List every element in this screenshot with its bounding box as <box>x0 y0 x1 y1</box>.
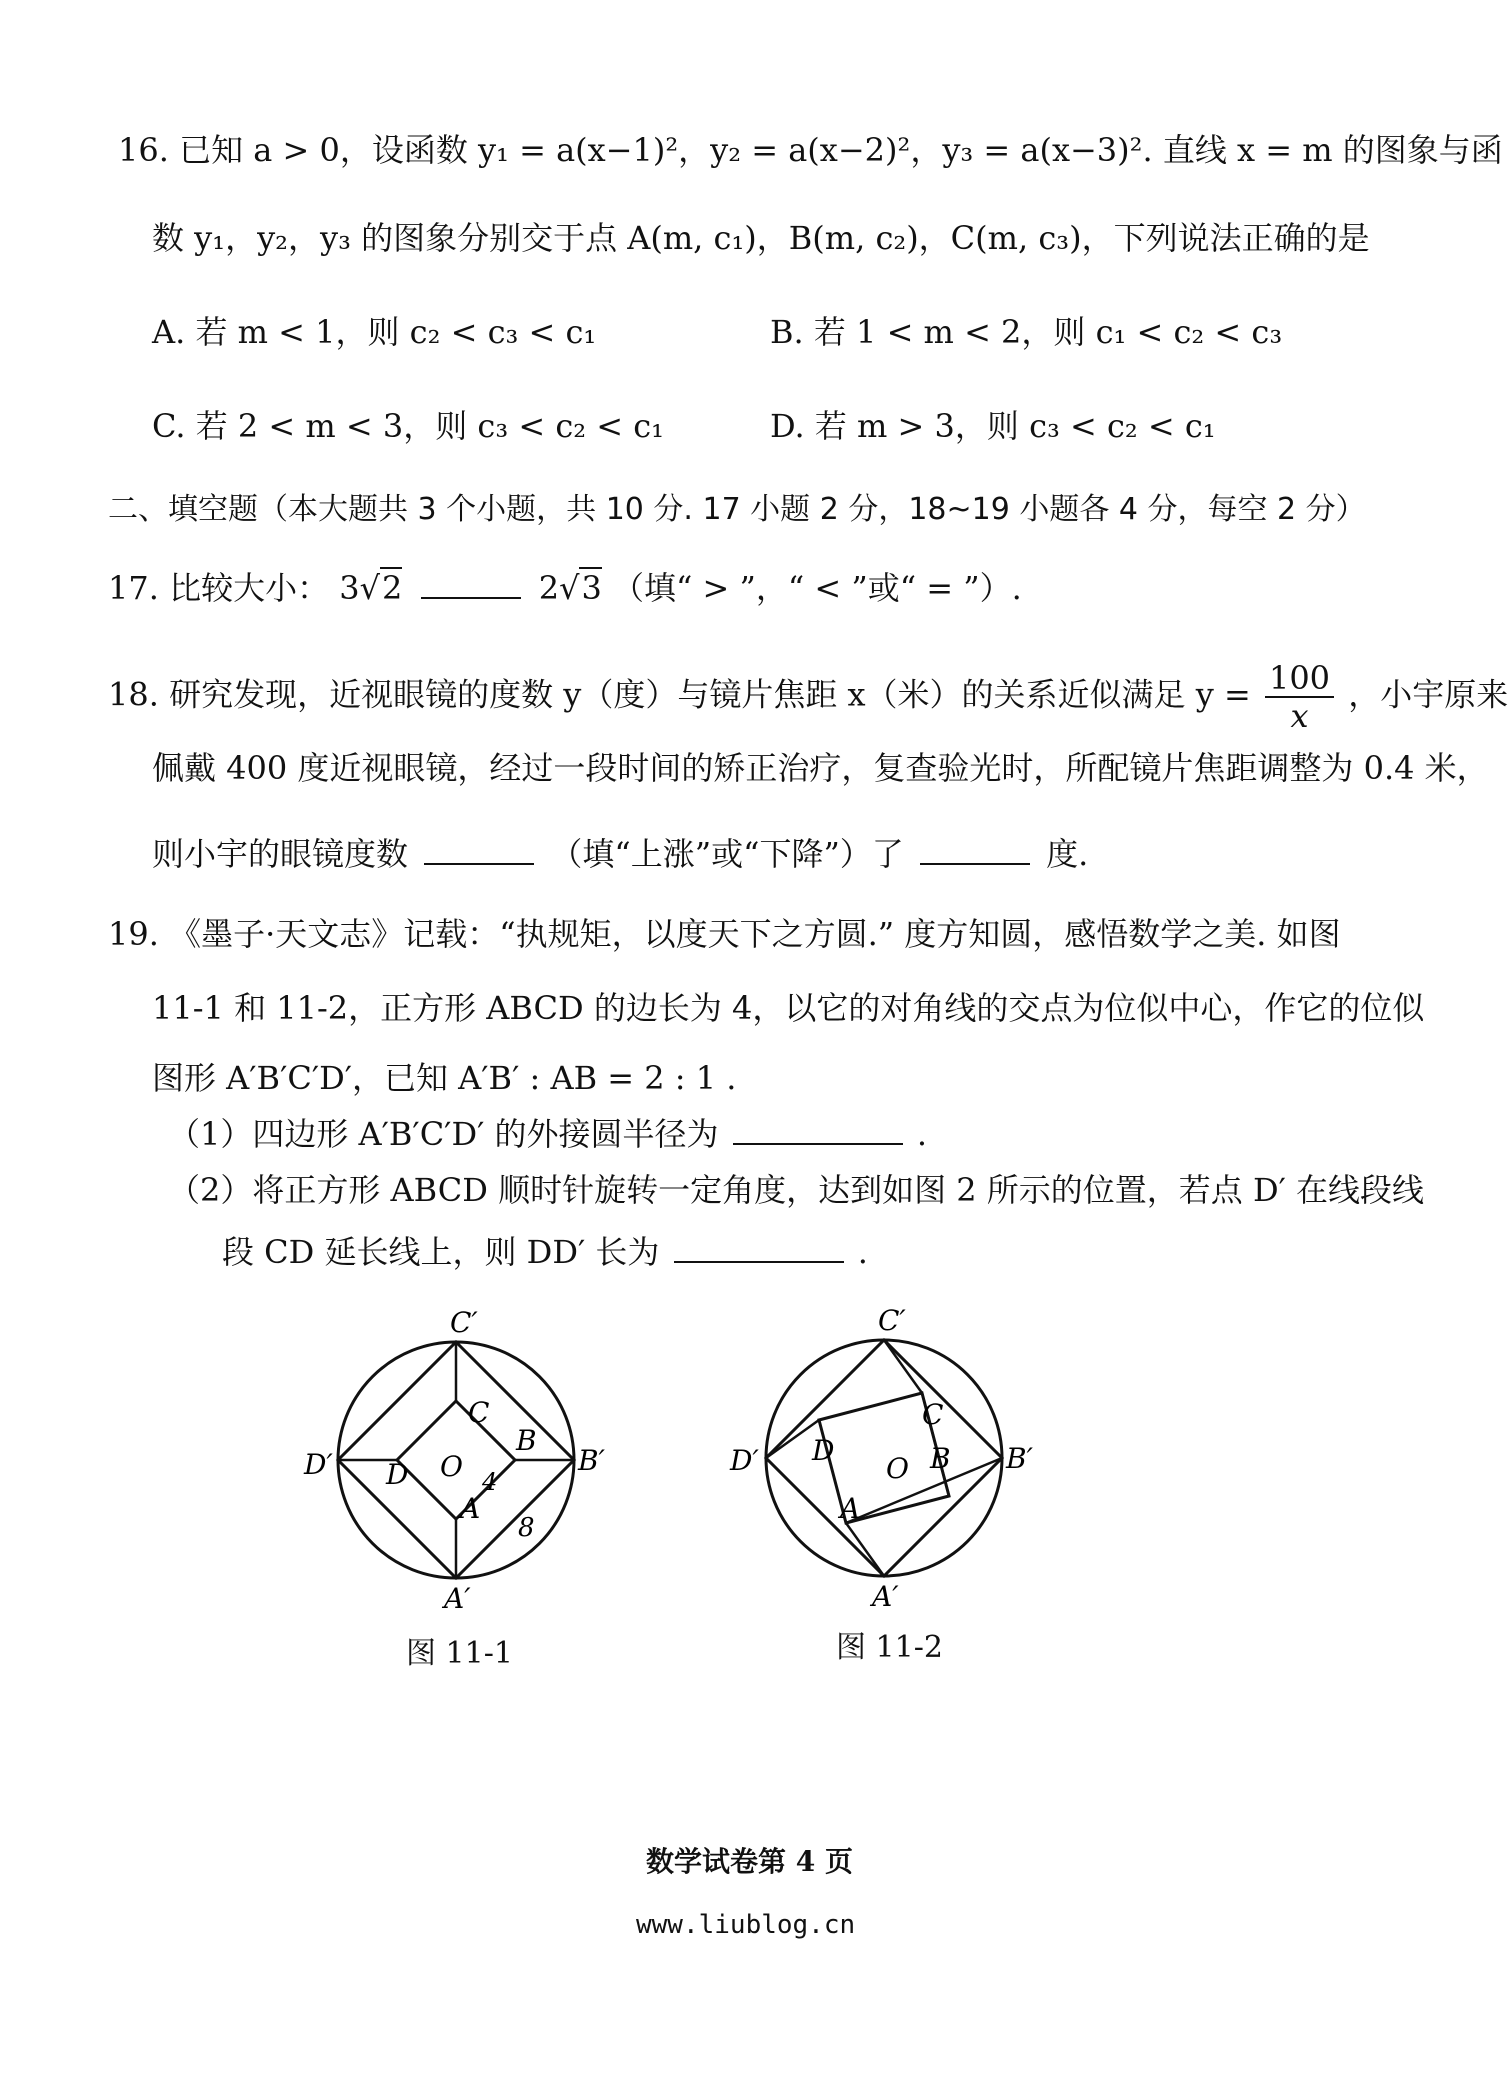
fig1-label-a: A <box>460 1492 481 1525</box>
q18-line3-b: （填“上涨”或“下降”）了 <box>550 835 904 873</box>
fig1-label-b-prime: B′ <box>578 1444 605 1477</box>
q19-sub1 <box>168 1112 927 1156</box>
figure-11-1 <box>292 1300 632 1620</box>
q19-sub1-text: （1）四边形 A′B′C′D′ 的外接圆半径为 <box>168 1115 719 1153</box>
fig1-label-a-prime: A′ <box>444 1582 471 1615</box>
q18-line3 <box>152 832 1088 876</box>
q16-option-a: A. 若 m < 1，则 c₂ < c₃ < c₁ <box>152 313 597 351</box>
q18-line2: 佩戴 400 度近视眼镜，经过一段时间的矫正治疗，复查验光时，所配镜片焦距调整为 0.4 米， <box>152 749 1489 787</box>
fig2-circumcircle <box>766 1340 1002 1576</box>
q19-number: 19. <box>108 915 159 953</box>
fig1-label-b: B <box>516 1424 537 1457</box>
q17-right-radicand: 3 <box>581 569 602 607</box>
fig2-label-d: D <box>812 1434 835 1467</box>
q17-right-root-sign: √ <box>559 569 580 607</box>
figure-11-1-caption: 图 11-1 <box>406 1636 513 1671</box>
q18-line1 <box>108 660 1508 734</box>
q18-blank-amount[interactable] <box>920 833 1030 865</box>
q17-suffix: （填“ > ”，“ < ”或“ = ”）. <box>611 569 1022 607</box>
q16-option-d: D. 若 m > 3，则 c₃ < c₂ < c₁ <box>770 407 1216 445</box>
fig2-label-c-prime: C′ <box>878 1304 906 1337</box>
q17-answer-blank[interactable] <box>421 567 521 599</box>
q19-sub2-text: 段 CD 延长线上，则 DD′ 长为 <box>222 1233 660 1271</box>
q19-sub2-blank[interactable] <box>674 1231 844 1263</box>
q17-right-coef: 2 <box>538 569 560 607</box>
figure-11-2 <box>720 1300 1060 1620</box>
q17-line <box>108 566 1022 610</box>
q18-line3-c: 度. <box>1046 835 1089 873</box>
q19-line2: 11-1 和 11-2，正方形 ABCD 的边长为 4，以它的对角线的交点为位似中心，作它的位似 <box>152 989 1425 1027</box>
fig2-segment-aa <box>846 1523 884 1576</box>
fig2-segment-ba <box>846 1458 1002 1523</box>
fig1-label-o: O <box>440 1450 463 1483</box>
q16-line1 <box>118 128 1503 172</box>
q19-line3: 图形 A′B′C′D′，已知 A′B′ : AB = 2 : 1 . <box>152 1059 737 1097</box>
section-heading: 二、填空题（本大题共 3 个小题，共 10 分. 17 小题 2 分，18~19 小题各 4 分，每空 2 分） <box>108 492 1366 527</box>
q18-number: 18. <box>108 675 159 714</box>
q17-number: 17. <box>108 569 159 607</box>
q19-sub2-line1: （2）将正方形 ABCD 顺时针旋转一定角度，达到如图 2 所示的位置，若点 D′ 在线段线 <box>168 1171 1425 1209</box>
q18-blank-direction[interactable] <box>424 833 534 865</box>
q18-line1-tail: ，小宇原来 <box>1348 675 1508 714</box>
q19-sub1-end: . <box>916 1115 928 1153</box>
q17-prefix: 比较大小： <box>169 569 330 607</box>
q16-option-b: B. 若 1 < m < 2，则 c₁ < c₂ < c₃ <box>770 313 1283 351</box>
fig2-label-b-prime: B′ <box>1006 1442 1033 1475</box>
q19-sub1-blank[interactable] <box>733 1113 903 1145</box>
fig2-label-a: A <box>840 1492 861 1525</box>
q19-sub2-end: . <box>857 1233 868 1271</box>
q17-left-root-sign: √ <box>359 569 380 607</box>
q17-left-coef: 3 <box>339 569 360 607</box>
q16-number: 16. <box>118 131 169 169</box>
source-url: www.liublog.cn <box>636 1910 856 1940</box>
q18-line1-text: 研究发现，近视眼镜的度数 y（度）与镜片焦距 x（米）的关系近似满足 y = <box>169 675 1251 714</box>
fig1-annotation-4: 4 <box>482 1468 498 1496</box>
fig1-annotation-8: 8 <box>518 1513 535 1543</box>
fig2-label-a-prime: A′ <box>872 1580 899 1613</box>
q16-line2: 数 y₁，y₂，y₃ 的图象分别交于点 A(m, c₁)，B(m, c₂)，C(m, c₃)，下列说法正确的是 <box>152 219 1370 257</box>
fig2-segment-cc <box>884 1340 922 1393</box>
q19-line1-text: 《墨子·天文志》记载：“执规矩，以度天下之方圆.” 度方知圆，感悟数学之美. 如图 <box>169 915 1341 953</box>
fig2-label-b: B <box>930 1442 951 1475</box>
fig1-label-c-prime: C′ <box>450 1306 478 1339</box>
fig2-label-o: O <box>886 1452 909 1485</box>
fig1-label-c: C <box>468 1396 490 1429</box>
q16-option-c: C. 若 2 < m < 3，则 c₃ < c₂ < c₁ <box>152 407 664 445</box>
fig2-label-d-prime: D′ <box>730 1444 759 1477</box>
q18-frac-numerator: 100 <box>1265 660 1334 698</box>
q18-frac-denominator: x <box>1290 697 1309 735</box>
fig1-label-d: D <box>386 1458 409 1491</box>
fig1-label-d-prime: D′ <box>304 1448 333 1481</box>
q18-fraction <box>1265 660 1334 734</box>
q16-line1-text: 已知 a > 0，设函数 y₁ = a(x−1)²，y₂ = a(x−2)²，y₃ = a(x−3)². 直线 x = m 的图象与函 <box>179 131 1503 169</box>
fig2-label-c: C <box>922 1398 944 1431</box>
q18-line3-a: 则小宇的眼镜度数 <box>152 835 409 873</box>
figure-11-2-caption: 图 11-2 <box>836 1630 943 1665</box>
q17-left-radicand: 2 <box>382 569 403 607</box>
page-footer: 数学试卷第 4 页 <box>646 1845 853 1878</box>
q19-line1 <box>108 912 1341 956</box>
q19-sub2-line2 <box>222 1230 868 1274</box>
